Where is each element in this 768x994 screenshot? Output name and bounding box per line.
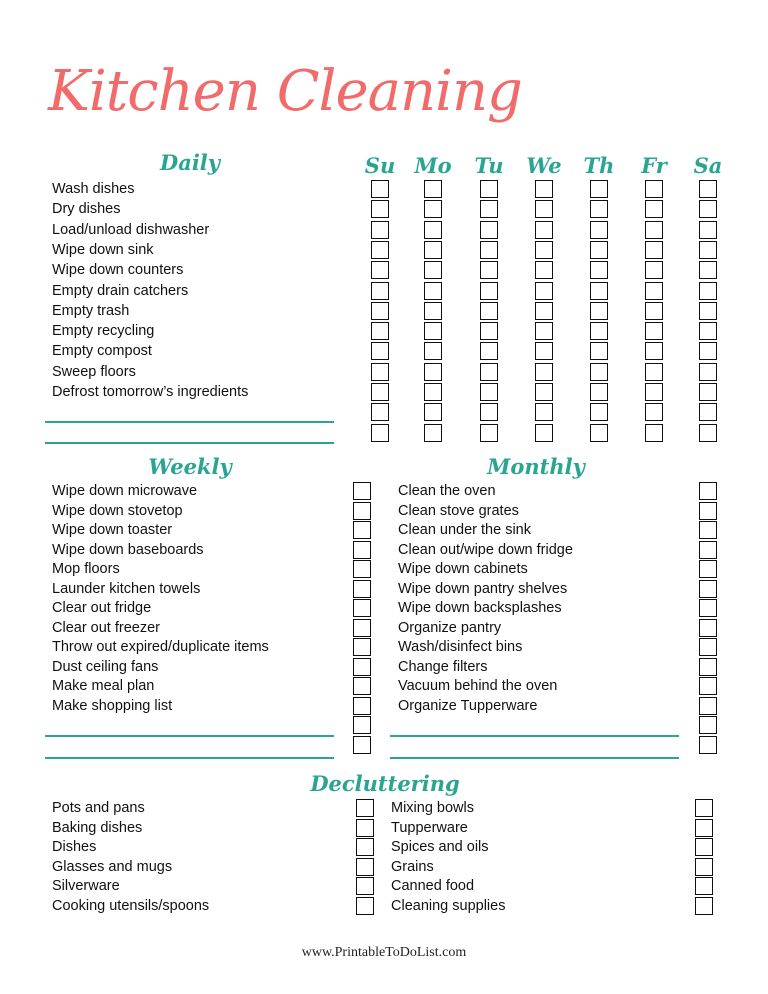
- daily-task: Empty trash: [52, 302, 130, 319]
- weekly-checkbox[interactable]: [353, 482, 371, 500]
- monthly-checkbox[interactable]: [699, 560, 717, 578]
- daily-checkbox-mo[interactable]: [424, 342, 442, 360]
- daily-heading: Daily: [160, 150, 220, 175]
- blank-line: [45, 757, 334, 759]
- monthly-checkbox[interactable]: [699, 658, 717, 676]
- monthly-checkbox[interactable]: [699, 619, 717, 637]
- daily-task: Wipe down counters: [52, 262, 184, 279]
- day-header-we: We: [526, 153, 562, 178]
- monthly-task: Wipe down cabinets: [398, 561, 528, 577]
- decluttering-checkbox[interactable]: [695, 799, 713, 817]
- daily-checkbox-we[interactable]: [535, 302, 553, 320]
- daily-checkbox-sa[interactable]: [699, 424, 717, 442]
- monthly-heading: Monthly: [487, 454, 585, 479]
- blank-line: [45, 735, 334, 737]
- day-header-sa: Sa: [693, 153, 723, 178]
- decluttering-item: Silverware: [52, 878, 120, 895]
- weekly-task: Launder kitchen towels: [52, 580, 201, 597]
- daily-task: Empty recycling: [52, 323, 155, 340]
- weekly-checkbox[interactable]: [353, 638, 371, 656]
- daily-checkbox-fr[interactable]: [645, 383, 663, 401]
- daily-checkbox-mo[interactable]: [424, 282, 442, 300]
- monthly-checkbox[interactable]: [699, 677, 717, 695]
- day-header-fr: Fr: [641, 153, 667, 178]
- weekly-heading: Weekly: [148, 454, 232, 479]
- daily-checkbox-sa[interactable]: [699, 383, 717, 401]
- daily-checkbox-fr[interactable]: [645, 302, 663, 320]
- weekly-checkbox[interactable]: [353, 677, 371, 695]
- daily-checkbox-mo[interactable]: [424, 424, 442, 442]
- monthly-task: Vacuum behind the oven: [398, 678, 558, 694]
- daily-checkbox-tu[interactable]: [480, 282, 498, 300]
- daily-task: Load/unload dishwasher: [52, 221, 210, 238]
- weekly-task: Throw out expired/duplicate items: [52, 639, 269, 655]
- decluttering-checkbox[interactable]: [695, 858, 713, 876]
- weekly-task: Clear out fridge: [52, 600, 152, 616]
- decluttering-item: Mixing bowls: [391, 800, 474, 816]
- weekly-checkbox[interactable]: [353, 658, 371, 676]
- daily-checkbox-su[interactable]: [371, 383, 389, 401]
- weekly-task: Wipe down stovetop: [52, 502, 183, 519]
- daily-checkbox-fr[interactable]: [645, 363, 663, 381]
- daily-checkbox-th[interactable]: [590, 200, 608, 218]
- daily-checkbox-sa[interactable]: [699, 302, 717, 320]
- daily-checkbox-sa[interactable]: [699, 342, 717, 360]
- daily-checkbox-tu[interactable]: [480, 403, 498, 421]
- daily-checkbox-fr[interactable]: [645, 221, 663, 239]
- daily-checkbox-tu[interactable]: [480, 180, 498, 198]
- decluttering-item: Grains: [391, 858, 434, 875]
- daily-checkbox-fr[interactable]: [645, 403, 663, 421]
- decluttering-checkbox[interactable]: [356, 858, 374, 876]
- daily-checkbox-su[interactable]: [371, 403, 389, 421]
- weekly-task: Make shopping list: [52, 697, 173, 714]
- daily-checkbox-th[interactable]: [590, 383, 608, 401]
- daily-checkbox-mo[interactable]: [424, 261, 442, 279]
- daily-checkbox-mo[interactable]: [424, 200, 442, 218]
- daily-checkbox-fr[interactable]: [645, 424, 663, 442]
- weekly-task: Make meal plan: [52, 678, 155, 694]
- daily-checkbox-th[interactable]: [590, 424, 608, 442]
- weekly-checkbox[interactable]: [353, 502, 371, 520]
- daily-task: Empty drain catchers: [52, 282, 189, 299]
- daily-checkbox-th[interactable]: [590, 302, 608, 320]
- weekly-task: Mop floors: [52, 561, 120, 577]
- monthly-checkbox[interactable]: [699, 716, 717, 734]
- daily-checkbox-th[interactable]: [590, 403, 608, 421]
- daily-checkbox-sa[interactable]: [699, 241, 717, 259]
- daily-checkbox-tu[interactable]: [480, 200, 498, 218]
- daily-checkbox-mo[interactable]: [424, 383, 442, 401]
- decluttering-checkbox[interactable]: [695, 897, 713, 915]
- decluttering-checkbox[interactable]: [695, 838, 713, 856]
- daily-checkbox-su[interactable]: [371, 302, 389, 320]
- daily-checkbox-we[interactable]: [535, 424, 553, 442]
- monthly-checkbox[interactable]: [699, 599, 717, 617]
- monthly-checkbox[interactable]: [699, 541, 717, 559]
- daily-checkbox-th[interactable]: [590, 342, 608, 360]
- monthly-checkbox[interactable]: [699, 580, 717, 598]
- daily-checkbox-sa[interactable]: [699, 221, 717, 239]
- daily-checkbox-we[interactable]: [535, 342, 553, 360]
- daily-checkbox-su[interactable]: [371, 282, 389, 300]
- daily-task: Wipe down sink: [52, 241, 154, 258]
- page-title: Kitchen Cleaning: [48, 59, 522, 124]
- daily-checkbox-tu[interactable]: [480, 241, 498, 259]
- daily-checkbox-fr[interactable]: [645, 180, 663, 198]
- monthly-task: Wipe down backsplashes: [398, 600, 562, 616]
- daily-checkbox-th[interactable]: [590, 180, 608, 198]
- day-header-su: Su: [364, 153, 396, 178]
- daily-checkbox-sa[interactable]: [699, 200, 717, 218]
- daily-checkbox-sa[interactable]: [699, 180, 717, 198]
- daily-checkbox-su[interactable]: [371, 342, 389, 360]
- monthly-task: Organize pantry: [398, 619, 502, 636]
- decluttering-item: Dishes: [52, 839, 97, 856]
- decluttering-checkbox[interactable]: [695, 877, 713, 895]
- weekly-checkbox[interactable]: [353, 580, 371, 598]
- daily-checkbox-mo[interactable]: [424, 363, 442, 381]
- weekly-task: Wipe down microwave: [52, 483, 198, 499]
- weekly-checkbox[interactable]: [353, 619, 371, 637]
- daily-checkbox-mo[interactable]: [424, 403, 442, 421]
- day-header-mo: Mo: [414, 153, 452, 178]
- daily-checkbox-tu[interactable]: [480, 302, 498, 320]
- decluttering-item: Cooking utensils/spoons: [52, 898, 210, 914]
- blank-line: [390, 735, 679, 737]
- daily-checkbox-we[interactable]: [535, 383, 553, 401]
- daily-checkbox-we[interactable]: [535, 180, 553, 198]
- blank-line: [45, 442, 334, 444]
- decluttering-checkbox[interactable]: [356, 819, 374, 837]
- decluttering-checkbox[interactable]: [356, 838, 374, 856]
- decluttering-checkbox[interactable]: [356, 877, 374, 895]
- daily-checkbox-tu[interactable]: [480, 322, 498, 340]
- daily-task: Empty compost: [52, 343, 152, 360]
- daily-checkbox-tu[interactable]: [480, 424, 498, 442]
- daily-checkbox-we[interactable]: [535, 363, 553, 381]
- decluttering-item: Canned food: [391, 878, 475, 895]
- monthly-task: Clean stove grates: [398, 502, 519, 519]
- daily-checkbox-we[interactable]: [535, 241, 553, 259]
- day-header-tu: Tu: [474, 153, 504, 178]
- daily-checkbox-tu[interactable]: [480, 383, 498, 401]
- daily-checkbox-we[interactable]: [535, 282, 553, 300]
- decluttering-item: Tupperware: [391, 819, 468, 836]
- weekly-checkbox[interactable]: [353, 736, 371, 754]
- daily-checkbox-su[interactable]: [371, 261, 389, 279]
- decluttering-checkbox[interactable]: [356, 799, 374, 817]
- weekly-checkbox[interactable]: [353, 560, 371, 578]
- daily-checkbox-we[interactable]: [535, 261, 553, 279]
- decluttering-item: Glasses and mugs: [52, 858, 173, 875]
- daily-checkbox-th[interactable]: [590, 221, 608, 239]
- daily-checkbox-mo[interactable]: [424, 322, 442, 340]
- daily-checkbox-fr[interactable]: [645, 322, 663, 340]
- daily-checkbox-su[interactable]: [371, 200, 389, 218]
- daily-checkbox-fr[interactable]: [645, 261, 663, 279]
- daily-checkbox-we[interactable]: [535, 221, 553, 239]
- decluttering-checkbox[interactable]: [356, 897, 374, 915]
- blank-line: [390, 757, 679, 759]
- daily-checkbox-we[interactable]: [535, 322, 553, 340]
- daily-checkbox-mo[interactable]: [424, 180, 442, 198]
- daily-checkbox-tu[interactable]: [480, 363, 498, 381]
- weekly-checkbox[interactable]: [353, 541, 371, 559]
- decluttering-item: Spices and oils: [391, 839, 489, 856]
- monthly-task: Clean out/wipe down fridge: [398, 541, 573, 558]
- monthly-task: Change filters: [398, 658, 488, 675]
- decluttering-checkbox[interactable]: [695, 819, 713, 837]
- daily-checkbox-mo[interactable]: [424, 221, 442, 239]
- daily-checkbox-su[interactable]: [371, 241, 389, 259]
- daily-checkbox-sa[interactable]: [699, 322, 717, 340]
- weekly-task: Wipe down baseboards: [52, 541, 204, 558]
- daily-checkbox-th[interactable]: [590, 282, 608, 300]
- decluttering-item: Pots and pans: [52, 800, 145, 816]
- monthly-task: Wipe down pantry shelves: [398, 580, 568, 597]
- daily-checkbox-fr[interactable]: [645, 241, 663, 259]
- decluttering-item: Cleaning supplies: [391, 898, 506, 914]
- weekly-task: Wipe down toaster: [52, 522, 173, 538]
- monthly-checkbox[interactable]: [699, 697, 717, 715]
- monthly-checkbox[interactable]: [699, 502, 717, 520]
- daily-checkbox-fr[interactable]: [645, 342, 663, 360]
- weekly-checkbox[interactable]: [353, 716, 371, 734]
- monthly-checkbox[interactable]: [699, 482, 717, 500]
- daily-checkbox-fr[interactable]: [645, 200, 663, 218]
- weekly-checkbox[interactable]: [353, 697, 371, 715]
- daily-checkbox-tu[interactable]: [480, 221, 498, 239]
- monthly-task: Clean under the sink: [398, 522, 531, 538]
- daily-checkbox-th[interactable]: [590, 322, 608, 340]
- daily-task: Sweep floors: [52, 363, 136, 380]
- monthly-checkbox[interactable]: [699, 736, 717, 754]
- daily-checkbox-mo[interactable]: [424, 302, 442, 320]
- daily-checkbox-sa[interactable]: [699, 363, 717, 381]
- daily-checkbox-we[interactable]: [535, 403, 553, 421]
- daily-checkbox-su[interactable]: [371, 322, 389, 340]
- daily-checkbox-su[interactable]: [371, 363, 389, 381]
- day-header-th: Th: [583, 153, 615, 178]
- monthly-task: Wash/disinfect bins: [398, 639, 523, 655]
- decluttering-item: Baking dishes: [52, 819, 143, 836]
- daily-checkbox-su[interactable]: [371, 180, 389, 198]
- weekly-task: Clear out freezer: [52, 619, 160, 636]
- monthly-checkbox[interactable]: [699, 521, 717, 539]
- daily-checkbox-sa[interactable]: [699, 282, 717, 300]
- daily-checkbox-th[interactable]: [590, 363, 608, 381]
- monthly-task: Clean the oven: [398, 483, 496, 499]
- daily-checkbox-tu[interactable]: [480, 342, 498, 360]
- monthly-checkbox[interactable]: [699, 638, 717, 656]
- daily-checkbox-su[interactable]: [371, 221, 389, 239]
- monthly-task: Organize Tupperware: [398, 697, 538, 714]
- daily-checkbox-su[interactable]: [371, 424, 389, 442]
- daily-checkbox-th[interactable]: [590, 241, 608, 259]
- footer-url: www.PrintableToDoList.com: [301, 945, 467, 960]
- daily-task: Dry dishes: [52, 201, 121, 218]
- daily-checkbox-th[interactable]: [590, 261, 608, 279]
- daily-checkbox-mo[interactable]: [424, 241, 442, 259]
- daily-checkbox-sa[interactable]: [699, 403, 717, 421]
- daily-task: Wash dishes: [52, 181, 135, 197]
- daily-checkbox-sa[interactable]: [699, 261, 717, 279]
- daily-checkbox-fr[interactable]: [645, 282, 663, 300]
- daily-checkbox-tu[interactable]: [480, 261, 498, 279]
- weekly-checkbox[interactable]: [353, 521, 371, 539]
- blank-line: [45, 421, 334, 423]
- decluttering-heading: Decluttering: [310, 771, 460, 796]
- weekly-task: Dust ceiling fans: [52, 658, 159, 675]
- daily-checkbox-we[interactable]: [535, 200, 553, 218]
- daily-task: Defrost tomorrow’s ingredients: [52, 384, 249, 400]
- weekly-checkbox[interactable]: [353, 599, 371, 617]
